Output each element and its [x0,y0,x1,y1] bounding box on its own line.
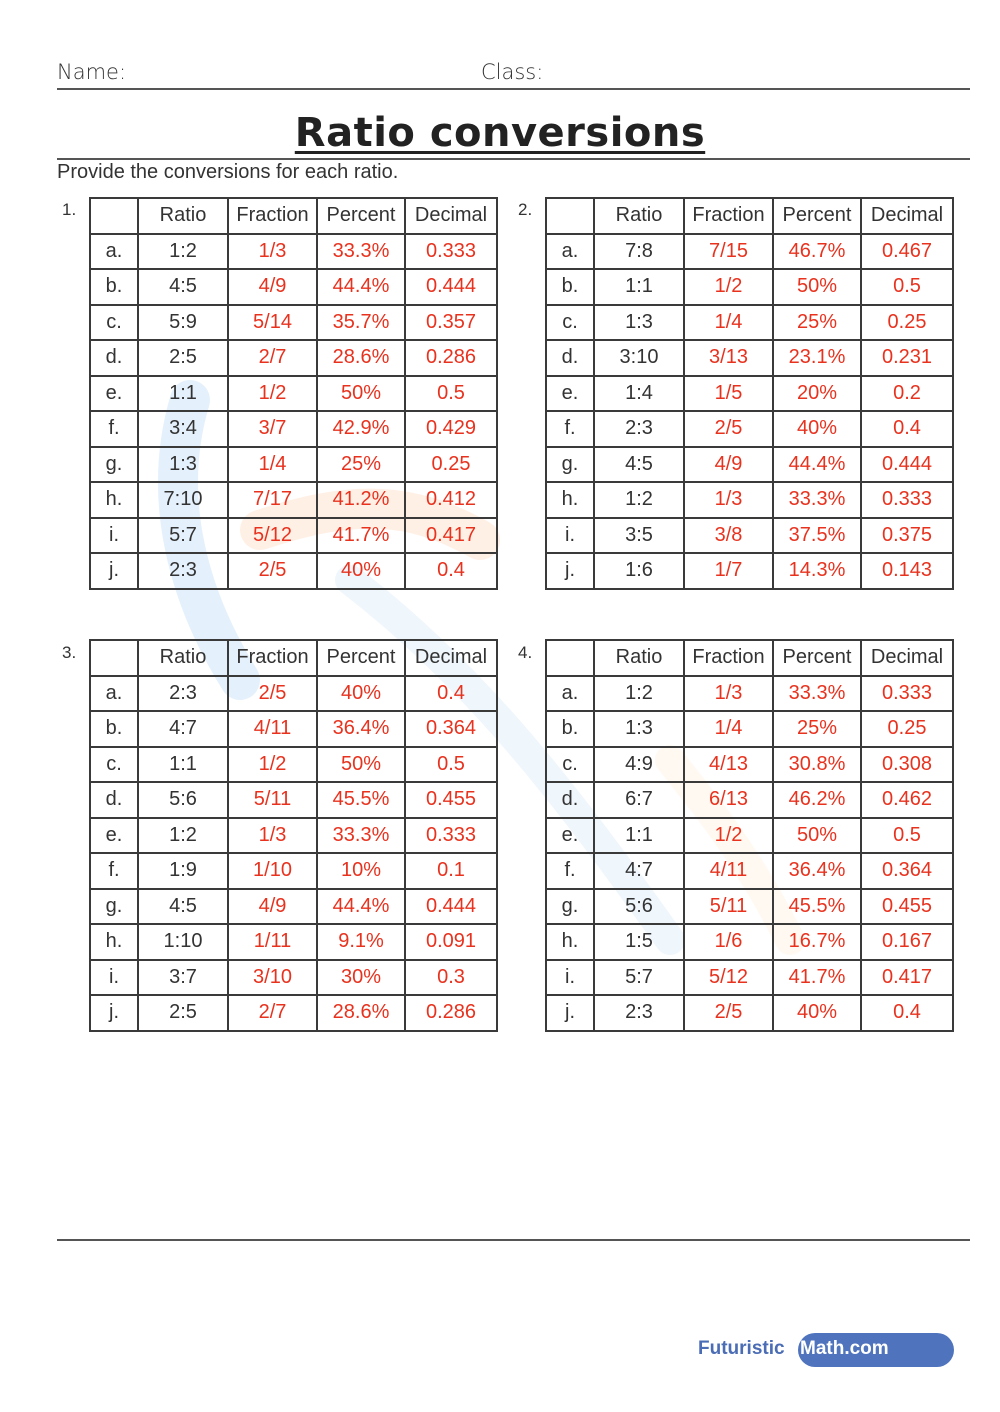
ratio-cell: 2:3 [594,995,684,1031]
row-label: c. [546,747,594,783]
column-header [546,198,594,234]
column-header: Percent [773,640,861,676]
row-label: i. [546,518,594,554]
ratio-cell: 6:7 [594,782,684,818]
ratio-cell: 1:2 [138,818,228,854]
decimal-cell: 0.4 [861,411,953,447]
fraction-cell: 4/9 [228,269,317,305]
table-row [90,305,497,341]
fraction-cell: 1/2 [228,376,317,412]
ratio-cell: 1:2 [138,234,228,270]
ratio-cell: 2:5 [138,995,228,1031]
percent-cell: 37.5% [773,518,861,554]
decimal-cell: 0.231 [861,340,953,376]
ratio-cell: 3:5 [594,518,684,554]
decimal-cell: 0.333 [405,234,497,270]
decimal-cell: 0.417 [405,518,497,554]
table-row [90,818,497,854]
fraction-cell: 1/2 [684,818,773,854]
ratio-cell: 7:8 [594,234,684,270]
problem-number: 3. [62,643,77,662]
fraction-cell: 5/12 [228,518,317,554]
percent-cell: 40% [773,411,861,447]
decimal-cell: 0.143 [861,553,953,589]
ratio-cell: 3:10 [594,340,684,376]
row-label: g. [90,447,138,483]
ratio-cell: 1:1 [594,818,684,854]
fraction-cell: 1/5 [684,376,773,412]
decimal-cell: 0.364 [861,853,953,889]
percent-cell: 45.5% [773,889,861,925]
ratio-cell: 2:3 [594,411,684,447]
title-divider [57,158,970,160]
ratio-cell: 4:9 [594,747,684,783]
table-row [90,711,497,747]
ratio-cell: 1:10 [138,924,228,960]
percent-cell: 25% [773,711,861,747]
table-row [90,553,497,589]
conversion-table-2 [545,197,954,590]
ratio-cell: 1:5 [594,924,684,960]
table-row [546,960,953,996]
table-row [90,340,497,376]
percent-cell: 28.6% [317,995,405,1031]
row-label: f. [546,853,594,889]
fraction-cell: 1/4 [228,447,317,483]
class-label: Class: [481,60,544,84]
ratio-cell: 4:5 [138,889,228,925]
percent-cell: 14.3% [773,553,861,589]
ratio-cell: 1:1 [138,747,228,783]
decimal-cell: 0.3 [405,960,497,996]
column-header: Percent [773,198,861,234]
table-row [90,960,497,996]
decimal-cell: 0.25 [861,711,953,747]
instructions: Provide the conversions for each ratio. [57,161,399,183]
fraction-cell: 7/15 [684,234,773,270]
decimal-cell: 0.357 [405,305,497,341]
fraction-cell: 2/7 [228,995,317,1031]
row-label: a. [546,234,594,270]
decimal-cell: 0.467 [861,234,953,270]
percent-cell: 36.4% [773,853,861,889]
percent-cell: 33.3% [317,818,405,854]
row-label: i. [90,518,138,554]
decimal-cell: 0.5 [405,747,497,783]
ratio-cell: 5:9 [138,305,228,341]
fraction-cell: 4/13 [684,747,773,783]
decimal-cell: 0.4 [405,553,497,589]
ratio-cell: 2:5 [138,340,228,376]
fraction-cell: 5/14 [228,305,317,341]
fraction-cell: 5/11 [228,782,317,818]
table-row [546,747,953,783]
decimal-cell: 0.25 [405,447,497,483]
row-label: i. [546,960,594,996]
fraction-cell: 1/3 [228,818,317,854]
column-header: Ratio [138,640,228,676]
row-label: d. [546,340,594,376]
row-label: h. [90,924,138,960]
ratio-cell: 1:2 [594,482,684,518]
table-row [546,269,953,305]
fraction-cell: 3/7 [228,411,317,447]
decimal-cell: 0.444 [861,447,953,483]
table-row [546,340,953,376]
decimal-cell: 0.429 [405,411,497,447]
percent-cell: 46.2% [773,782,861,818]
decimal-cell: 0.333 [861,676,953,712]
table-row [90,853,497,889]
fraction-cell: 3/10 [228,960,317,996]
row-label: a. [90,676,138,712]
fraction-cell: 6/13 [684,782,773,818]
percent-cell: 20% [773,376,861,412]
row-label: b. [546,711,594,747]
table-row [546,889,953,925]
table-row [90,676,497,712]
row-label: j. [90,553,138,589]
column-header: Ratio [138,198,228,234]
row-label: j. [90,995,138,1031]
decimal-cell: 0.286 [405,995,497,1031]
percent-cell: 10% [317,853,405,889]
fraction-cell: 1/6 [684,924,773,960]
ratio-cell: 4:5 [138,269,228,305]
table-row [90,924,497,960]
percent-cell: 40% [317,676,405,712]
ratio-cell: 1:1 [138,376,228,412]
ratio-cell: 1:2 [594,676,684,712]
ratio-cell: 4:7 [138,711,228,747]
column-header: Decimal [861,198,953,234]
fraction-cell: 1/4 [684,711,773,747]
table-header-row [546,640,953,676]
decimal-cell: 0.1 [405,853,497,889]
fraction-cell: 1/2 [684,269,773,305]
table-row [90,376,497,412]
fraction-cell: 5/11 [684,889,773,925]
fraction-cell: 1/2 [228,747,317,783]
row-label: c. [90,305,138,341]
row-label: j. [546,995,594,1031]
fraction-cell: 1/3 [684,482,773,518]
page-title: Ratio conversions [294,110,706,156]
fraction-cell: 7/17 [228,482,317,518]
row-label: d. [90,340,138,376]
logo-text-left: Futuristic [698,1338,785,1359]
logo-text-right: Math.com [800,1338,889,1359]
ratio-cell: 1:9 [138,853,228,889]
conversion-table-1 [89,197,498,590]
percent-cell: 41.7% [773,960,861,996]
table-row [546,676,953,712]
fraction-cell: 4/11 [228,711,317,747]
percent-cell: 42.9% [317,411,405,447]
problem-number: 2. [518,200,533,219]
ratio-cell: 1:3 [594,305,684,341]
column-header: Fraction [228,198,317,234]
percent-cell: 36.4% [317,711,405,747]
column-header: Decimal [405,198,497,234]
table-row [90,411,497,447]
percent-cell: 50% [773,818,861,854]
ratio-cell: 5:7 [138,518,228,554]
percent-cell: 50% [773,269,861,305]
decimal-cell: 0.167 [861,924,953,960]
decimal-cell: 0.5 [861,818,953,854]
decimal-cell: 0.417 [861,960,953,996]
row-label: f. [546,411,594,447]
footer-divider [57,1239,970,1241]
ratio-cell: 5:6 [594,889,684,925]
decimal-cell: 0.5 [861,269,953,305]
fraction-cell: 3/13 [684,340,773,376]
table-header-row [90,198,497,234]
decimal-cell: 0.4 [861,995,953,1031]
column-header: Fraction [228,640,317,676]
table-row [90,889,497,925]
column-header: Percent [317,640,405,676]
table-row [90,482,497,518]
percent-cell: 30% [317,960,405,996]
column-header: Ratio [594,640,684,676]
row-label: c. [90,747,138,783]
decimal-cell: 0.444 [405,269,497,305]
percent-cell: 33.3% [773,676,861,712]
column-header: Fraction [684,198,773,234]
percent-cell: 25% [317,447,405,483]
row-label: d. [90,782,138,818]
fraction-cell: 1/3 [684,676,773,712]
fraction-cell: 1/11 [228,924,317,960]
percent-cell: 25% [773,305,861,341]
decimal-cell: 0.455 [861,889,953,925]
decimal-cell: 0.375 [861,518,953,554]
percent-cell: 41.7% [317,518,405,554]
conversion-table-4 [545,639,954,1032]
decimal-cell: 0.412 [405,482,497,518]
decimal-cell: 0.5 [405,376,497,412]
fraction-cell: 1/3 [228,234,317,270]
fraction-cell: 2/5 [228,553,317,589]
row-label: g. [546,889,594,925]
fraction-cell: 1/10 [228,853,317,889]
row-label: f. [90,853,138,889]
column-header: Decimal [861,640,953,676]
percent-cell: 44.4% [317,889,405,925]
column-header [90,198,138,234]
table-row [90,995,497,1031]
decimal-cell: 0.462 [861,782,953,818]
ratio-cell: 1:6 [594,553,684,589]
decimal-cell: 0.286 [405,340,497,376]
row-label: h. [546,924,594,960]
table-row [546,553,953,589]
table-row [546,818,953,854]
row-label: i. [90,960,138,996]
column-header: Ratio [594,198,684,234]
name-class-header [57,58,970,90]
ratio-cell: 1:4 [594,376,684,412]
row-label: j. [546,553,594,589]
table-row [546,518,953,554]
table-row [90,747,497,783]
percent-cell: 28.6% [317,340,405,376]
row-label: e. [90,376,138,412]
table-row [546,995,953,1031]
table-row [546,482,953,518]
percent-cell: 9.1% [317,924,405,960]
row-label: b. [90,269,138,305]
ratio-cell: 2:3 [138,553,228,589]
conversion-table-3 [89,639,498,1032]
percent-cell: 50% [317,376,405,412]
row-label: a. [90,234,138,270]
table-row [90,782,497,818]
row-label: g. [546,447,594,483]
percent-cell: 33.3% [773,482,861,518]
logo-pill [798,1333,954,1367]
fraction-cell: 2/5 [684,995,773,1031]
table-row [546,376,953,412]
percent-cell: 40% [773,995,861,1031]
column-header: Decimal [405,640,497,676]
fraction-cell: 4/9 [228,889,317,925]
row-label: b. [90,711,138,747]
ratio-cell: 4:5 [594,447,684,483]
ratio-cell: 7:10 [138,482,228,518]
table-row [546,782,953,818]
percent-cell: 46.7% [773,234,861,270]
decimal-cell: 0.4 [405,676,497,712]
row-label: h. [90,482,138,518]
row-label: g. [90,889,138,925]
decimal-cell: 0.25 [861,305,953,341]
fraction-cell: 3/8 [684,518,773,554]
decimal-cell: 0.2 [861,376,953,412]
table-row [546,234,953,270]
ratio-cell: 1:1 [594,269,684,305]
table-row [90,234,497,270]
table-row [90,447,497,483]
fraction-cell: 1/4 [684,305,773,341]
column-header: Percent [317,198,405,234]
table-header-row [90,640,497,676]
problem-number: 4. [518,643,533,662]
percent-cell: 45.5% [317,782,405,818]
percent-cell: 16.7% [773,924,861,960]
row-label: c. [546,305,594,341]
fraction-cell: 2/7 [228,340,317,376]
table-row [546,711,953,747]
table-row [546,411,953,447]
problem-number: 1. [62,200,77,219]
percent-cell: 44.4% [773,447,861,483]
decimal-cell: 0.091 [405,924,497,960]
fraction-cell: 1/7 [684,553,773,589]
percent-cell: 35.7% [317,305,405,341]
percent-cell: 23.1% [773,340,861,376]
percent-cell: 33.3% [317,234,405,270]
ratio-cell: 5:7 [594,960,684,996]
row-label: a. [546,676,594,712]
decimal-cell: 0.333 [861,482,953,518]
row-label: e. [90,818,138,854]
decimal-cell: 0.333 [405,818,497,854]
column-header: Fraction [684,640,773,676]
fraction-cell: 4/9 [684,447,773,483]
percent-cell: 41.2% [317,482,405,518]
ratio-cell: 3:4 [138,411,228,447]
percent-cell: 44.4% [317,269,405,305]
row-label: b. [546,269,594,305]
table-row [546,447,953,483]
table-row [90,269,497,305]
percent-cell: 30.8% [773,747,861,783]
table-row [546,853,953,889]
ratio-cell: 2:3 [138,676,228,712]
row-label: e. [546,818,594,854]
fraction-cell: 2/5 [228,676,317,712]
decimal-cell: 0.308 [861,747,953,783]
ratio-cell: 3:7 [138,960,228,996]
table-header-row [546,198,953,234]
fraction-cell: 4/11 [684,853,773,889]
percent-cell: 50% [317,747,405,783]
row-label: h. [546,482,594,518]
decimal-cell: 0.364 [405,711,497,747]
ratio-cell: 1:3 [138,447,228,483]
decimal-cell: 0.444 [405,889,497,925]
fraction-cell: 2/5 [684,411,773,447]
decimal-cell: 0.455 [405,782,497,818]
column-header [546,640,594,676]
name-label: Name: [57,60,127,84]
column-header [90,640,138,676]
ratio-cell: 4:7 [594,853,684,889]
ratio-cell: 5:6 [138,782,228,818]
fraction-cell: 5/12 [684,960,773,996]
row-label: d. [546,782,594,818]
row-label: f. [90,411,138,447]
table-row [90,518,497,554]
percent-cell: 40% [317,553,405,589]
row-label: e. [546,376,594,412]
ratio-cell: 1:3 [594,711,684,747]
table-row [546,924,953,960]
table-row [546,305,953,341]
